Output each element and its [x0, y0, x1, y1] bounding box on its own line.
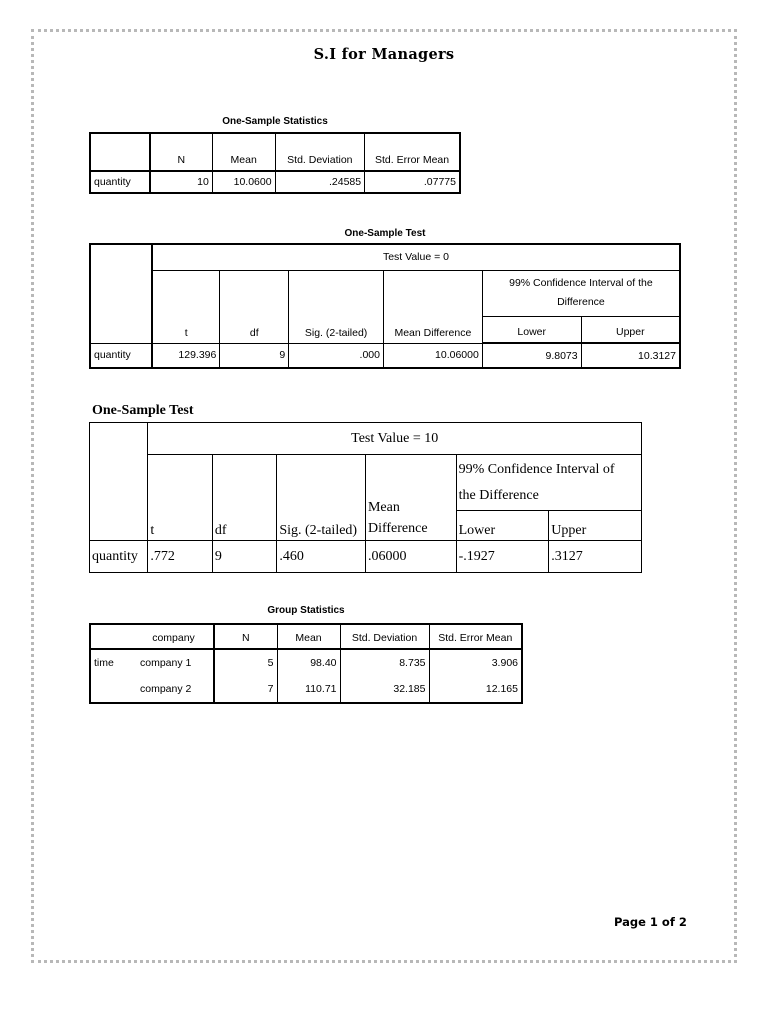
table2-cell-sig: .000	[289, 343, 384, 368]
table3-header-lower: Lower	[456, 511, 549, 541]
table1-cell-n: 10	[150, 171, 212, 193]
table3-header-mean-difference	[365, 455, 456, 541]
table2-cell-t: 129.396	[152, 343, 220, 368]
table3-mean-header-line2: Difference	[367, 521, 428, 536]
table1-row-label: quantity	[90, 171, 150, 193]
table3-header-sig: Sig. (2-tailed)	[277, 455, 366, 541]
table4-row1-n: 5	[214, 649, 277, 676]
table4-row1-company: company 1	[134, 649, 214, 676]
table3-cell-sig: .460	[277, 541, 366, 573]
table2-cell-upper: 10.3127	[581, 343, 680, 368]
table2-row-label: quantity	[90, 343, 152, 368]
table3-cell-lower: -.1927	[456, 541, 549, 573]
table2-cell-mean-difference: 10.06000	[383, 343, 482, 368]
table1-stub-header	[90, 133, 150, 171]
one-sample-test-table-10	[89, 422, 642, 573]
table4-row2-n: 7	[214, 676, 277, 703]
table4-row2-company: company 2	[134, 676, 214, 703]
table1-header-mean: Mean	[212, 133, 275, 171]
table3-cell-df: 9	[212, 541, 276, 573]
table1-caption: One-Sample Statistics	[222, 116, 328, 127]
table4-row1-std-error-mean: 3.906	[429, 649, 522, 676]
table3-header-df: df	[212, 455, 276, 541]
table4-group-label-empty	[90, 676, 134, 703]
table1-cell-mean: 10.0600	[212, 171, 275, 193]
table-row	[90, 676, 522, 703]
document-title: S.I for Managers	[313, 46, 455, 63]
table1-header-std-error-mean: Std. Error Mean	[365, 133, 460, 171]
table4-caption: Group Statistics	[267, 605, 345, 616]
table4-row2-std-deviation: 32.185	[340, 676, 429, 703]
table2-header-sig: Sig. (2-tailed)	[289, 270, 384, 343]
table2-test-value: Test Value = 0	[152, 244, 680, 270]
table3-cell-t: .772	[148, 541, 212, 573]
table4-header-std-error-mean: Std. Error Mean	[429, 624, 522, 649]
table3-ci-header-line2: the Difference	[458, 487, 539, 503]
table-row	[90, 171, 460, 193]
table2-header-df: df	[220, 270, 289, 343]
table3-stub-header	[90, 423, 148, 541]
one-sample-test-table-0	[89, 243, 681, 369]
table2-header-t: t	[152, 270, 220, 343]
group-statistics-table	[89, 623, 523, 704]
table3-caption: One-Sample Test	[92, 403, 194, 418]
table3-header-t: t	[148, 455, 212, 541]
table4-stub-header-1	[90, 624, 134, 649]
table4-header-n: N	[214, 624, 277, 649]
table2-stub-header	[90, 244, 152, 343]
table3-row-label: quantity	[90, 541, 148, 573]
table3-cell-upper: .3127	[549, 541, 642, 573]
table1-cell-std-error-mean: .07775	[365, 171, 460, 193]
table4-row1-std-deviation: 8.735	[340, 649, 429, 676]
table4-header-std-deviation: Std. Deviation	[340, 624, 429, 649]
table4-group-label: time	[90, 649, 134, 676]
table2-caption: One-Sample Test	[344, 228, 426, 239]
table3-header-upper: Upper	[549, 511, 642, 541]
table2-header-lower: Lower	[482, 316, 581, 343]
table3-ci-header-line1: 99% Confidence Interval of	[458, 461, 615, 477]
table-row	[90, 649, 522, 676]
table1-cell-std-deviation: .24585	[275, 171, 365, 193]
table-row	[90, 343, 680, 368]
table4-header-mean: Mean	[277, 624, 340, 649]
table4-row2-mean: 110.71	[277, 676, 340, 703]
table3-test-value: Test Value = 10	[148, 423, 642, 455]
one-sample-statistics-table	[89, 132, 461, 194]
table4-row2-std-error-mean: 12.165	[429, 676, 522, 703]
table1-header-n: N	[150, 133, 212, 171]
table-row	[90, 541, 642, 573]
table2-cell-lower: 9.8073	[482, 343, 581, 368]
table2-cell-df: 9	[220, 343, 289, 368]
page-number-footer: Page 1 of 2	[614, 915, 687, 929]
table4-row1-mean: 98.40	[277, 649, 340, 676]
table2-ci-header: 99% Confidence Interval of the Difference	[482, 270, 680, 316]
table3-ci-header	[456, 455, 641, 511]
table1-header-std-deviation: Std. Deviation	[275, 133, 365, 171]
table3-cell-mean-difference: .06000	[365, 541, 456, 573]
table4-header-company: company	[134, 624, 214, 649]
table2-header-upper: Upper	[581, 316, 680, 343]
table3-mean-header-line1: Mean	[367, 500, 400, 515]
table2-header-mean-difference: Mean Difference	[383, 270, 482, 343]
